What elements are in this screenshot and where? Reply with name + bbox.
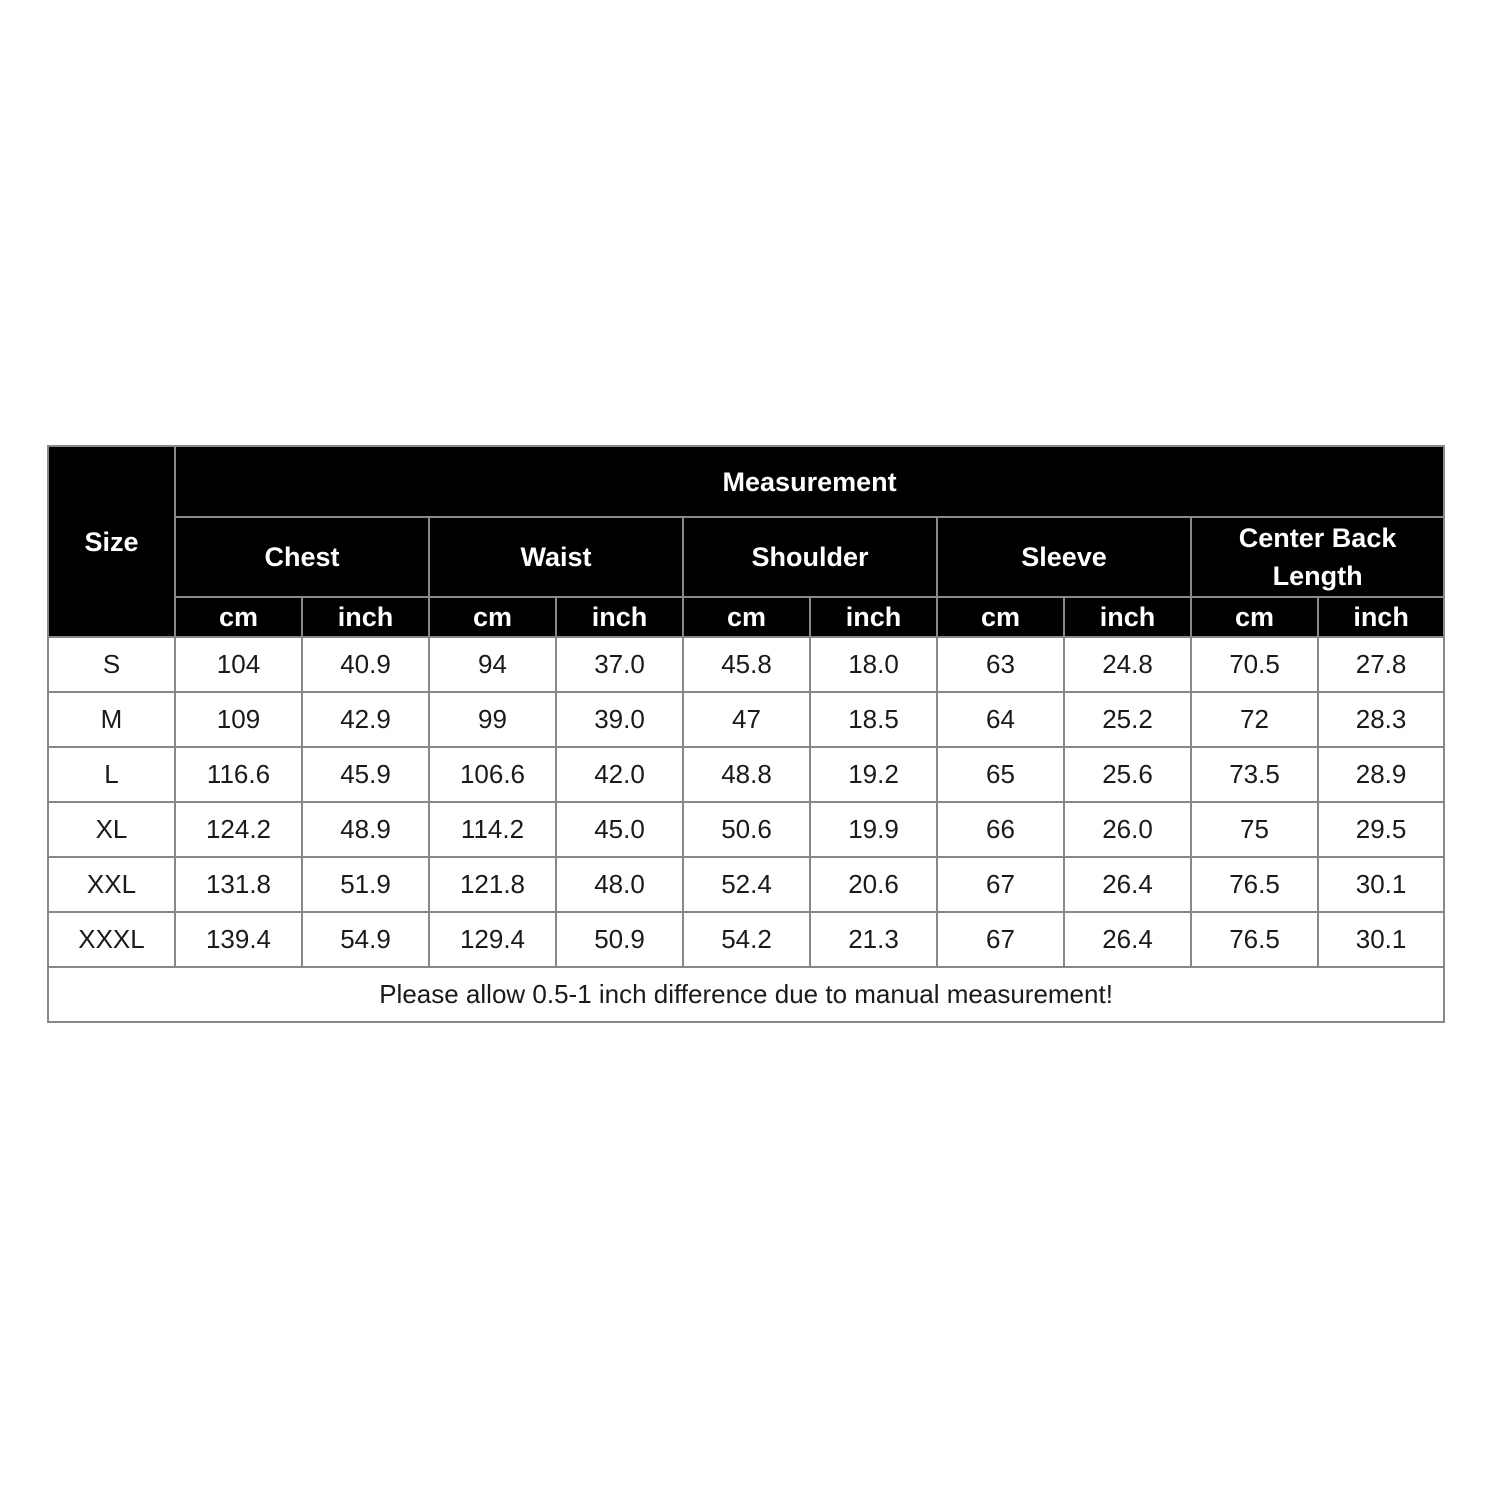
value-cell: 48.9 <box>302 802 429 857</box>
unit-header: cm <box>937 597 1064 637</box>
value-cell: 18.0 <box>810 637 937 692</box>
value-cell: 24.8 <box>1064 637 1191 692</box>
value-cell: 66 <box>937 802 1064 857</box>
value-cell: 26.4 <box>1064 912 1191 967</box>
size-cell: XXL <box>48 857 175 912</box>
value-cell: 67 <box>937 912 1064 967</box>
value-cell: 104 <box>175 637 302 692</box>
unit-header: cm <box>429 597 556 637</box>
value-cell: 45.0 <box>556 802 683 857</box>
value-cell: 64 <box>937 692 1064 747</box>
value-cell: 121.8 <box>429 857 556 912</box>
value-cell: 109 <box>175 692 302 747</box>
unit-header: inch <box>1318 597 1444 637</box>
value-cell: 39.0 <box>556 692 683 747</box>
table-row <box>48 802 1444 857</box>
unit-header: cm <box>1191 597 1318 637</box>
table-row <box>48 692 1444 747</box>
value-cell: 52.4 <box>683 857 810 912</box>
size-chart-table <box>47 445 1445 1023</box>
size-cell: L <box>48 747 175 802</box>
value-cell: 28.3 <box>1318 692 1444 747</box>
value-cell: 94 <box>429 637 556 692</box>
size-header: Size <box>48 446 175 637</box>
value-cell: 30.1 <box>1318 857 1444 912</box>
value-cell: 21.3 <box>810 912 937 967</box>
value-cell: 47 <box>683 692 810 747</box>
value-cell: 40.9 <box>302 637 429 692</box>
value-cell: 45.9 <box>302 747 429 802</box>
value-cell: 129.4 <box>429 912 556 967</box>
table-row <box>48 747 1444 802</box>
value-cell: 114.2 <box>429 802 556 857</box>
measurement-note: Please allow 0.5-1 inch difference due to manual measurement! <box>48 967 1444 1022</box>
value-cell: 63 <box>937 637 1064 692</box>
value-cell: 139.4 <box>175 912 302 967</box>
table-row <box>48 912 1444 967</box>
value-cell: 37.0 <box>556 637 683 692</box>
unit-header: cm <box>175 597 302 637</box>
value-cell: 70.5 <box>1191 637 1318 692</box>
measurement-header: Measurement <box>175 446 1444 517</box>
size-cell: S <box>48 637 175 692</box>
unit-header: inch <box>810 597 937 637</box>
unit-header: cm <box>683 597 810 637</box>
unit-header: inch <box>556 597 683 637</box>
value-cell: 20.6 <box>810 857 937 912</box>
value-cell: 73.5 <box>1191 747 1318 802</box>
value-cell: 76.5 <box>1191 912 1318 967</box>
value-cell: 25.6 <box>1064 747 1191 802</box>
unit-header: inch <box>1064 597 1191 637</box>
value-cell: 124.2 <box>175 802 302 857</box>
value-cell: 50.9 <box>556 912 683 967</box>
size-cell: XL <box>48 802 175 857</box>
group-header: Waist <box>429 517 683 597</box>
table-body <box>48 637 1444 967</box>
value-cell: 25.2 <box>1064 692 1191 747</box>
table-row <box>48 857 1444 912</box>
size-cell: XXXL <box>48 912 175 967</box>
value-cell: 26.4 <box>1064 857 1191 912</box>
group-header: Shoulder <box>683 517 937 597</box>
table-row <box>48 637 1444 692</box>
value-cell: 19.2 <box>810 747 937 802</box>
value-cell: 30.1 <box>1318 912 1444 967</box>
value-cell: 26.0 <box>1064 802 1191 857</box>
value-cell: 50.6 <box>683 802 810 857</box>
value-cell: 18.5 <box>810 692 937 747</box>
value-cell: 28.9 <box>1318 747 1444 802</box>
group-header: Center Back Length <box>1191 517 1444 597</box>
value-cell: 67 <box>937 857 1064 912</box>
value-cell: 27.8 <box>1318 637 1444 692</box>
value-cell: 106.6 <box>429 747 556 802</box>
value-cell: 51.9 <box>302 857 429 912</box>
value-cell: 72 <box>1191 692 1318 747</box>
size-cell: M <box>48 692 175 747</box>
group-header: Chest <box>175 517 429 597</box>
table-header <box>48 446 1444 637</box>
value-cell: 42.9 <box>302 692 429 747</box>
value-cell: 48.8 <box>683 747 810 802</box>
value-cell: 54.9 <box>302 912 429 967</box>
value-cell: 19.9 <box>810 802 937 857</box>
value-cell: 131.8 <box>175 857 302 912</box>
value-cell: 99 <box>429 692 556 747</box>
group-header: Sleeve <box>937 517 1191 597</box>
value-cell: 48.0 <box>556 857 683 912</box>
value-cell: 116.6 <box>175 747 302 802</box>
value-cell: 54.2 <box>683 912 810 967</box>
value-cell: 45.8 <box>683 637 810 692</box>
value-cell: 76.5 <box>1191 857 1318 912</box>
value-cell: 42.0 <box>556 747 683 802</box>
value-cell: 29.5 <box>1318 802 1444 857</box>
unit-header: inch <box>302 597 429 637</box>
value-cell: 75 <box>1191 802 1318 857</box>
value-cell: 65 <box>937 747 1064 802</box>
